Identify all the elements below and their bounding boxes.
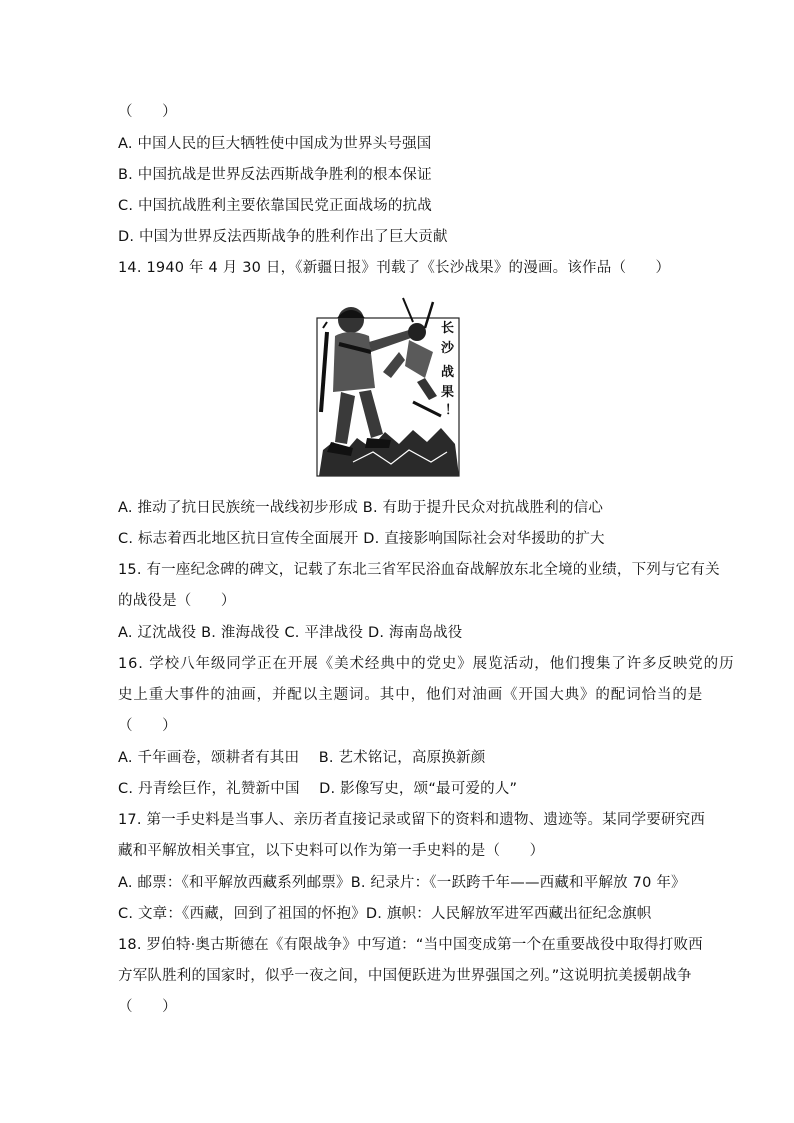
- q18-stem-line-2: 方军队胜利的国家时，似乎一夜之间，中国便跃进为世界强国之列。”这说明抗美援朝战争: [118, 968, 692, 984]
- caption-char-2: 沙: [441, 341, 455, 356]
- q13-option-c: C. 中国抗战胜利主要依靠国民党正面战场的抗战: [118, 198, 432, 214]
- caption-char-1: 长: [441, 321, 455, 336]
- caption-char-5: ！: [445, 403, 459, 418]
- q13-option-b: B. 中国抗战是世界反法西斯战争胜利的根本保证: [118, 167, 432, 183]
- q16-stem-line-2: 史上重大事件的油画，并配以主题词。其中，他们对油画《开国大典》的配词恰当的是: [118, 687, 704, 703]
- q18-stem-line-1: 18. 罗伯特·奥古斯德在《有限战争》中写道：“当中国变成第一个在重要战役中取得打败西: [118, 937, 703, 953]
- q14-options-cd: C. 标志着西北地区抗日宣传全面展开 D. 直接影响国际社会对华援助的扩大: [118, 531, 605, 547]
- q16-options-ab: A. 千年画卷，颂耕者有其田 B. 艺术铭记，高原换新颜: [118, 750, 486, 766]
- q13-option-d: D. 中国为世界反法西斯战争的胜利作出了巨大贡献: [118, 229, 448, 245]
- q17-options-ab: A. 邮票：《和平解放西藏系列邮票》B. 纪录片：《一跃跨千年——西藏和平解放 70 年》: [118, 875, 686, 891]
- q13-option-a: A. 中国人民的巨大牺牲使中国成为世界头号强国: [118, 136, 432, 152]
- caption-char-4: 果: [441, 385, 455, 400]
- q15-stem-line-2: 的战役是（ ）: [118, 593, 236, 609]
- q13-answer-bracket: （ ）: [118, 104, 177, 120]
- changsha-cartoon-figure: [313, 292, 465, 478]
- q16-options-cd: C. 丹青绘巨作，礼赞新中国 D. 影像写史，颂“最可爱的人”: [118, 781, 518, 797]
- q15-stem-line-1: 15. 有一座纪念碑的碑文，记载了东北三省军民浴血奋战解放东北全境的业绩，下列与它有关: [118, 562, 720, 578]
- caption-char-3: 战: [441, 365, 455, 380]
- q14-options-ab: A. 推动了抗日民族统一战线初步形成 B. 有助于提升民众对抗战胜利的信心: [118, 500, 604, 516]
- q18-stem-line-3: （ ）: [118, 999, 177, 1015]
- q15-options: A. 辽沈战役 B. 淮海战役 C. 平津战役 D. 海南岛战役: [118, 625, 463, 641]
- q17-stem-line-1: 17. 第一手史料是当事人、亲历者直接记录或留下的资料和遗物、遗迹等。某同学要研究西: [118, 812, 706, 828]
- q17-stem-line-2: 藏和平解放相关事宜，以下史料可以作为第一手史料的是（ ）: [118, 843, 545, 859]
- q14-stem: 14. 1940 年 4 月 30 日，《新疆日报》刊载了《长沙战果》的漫画。该作品（ ）: [118, 260, 671, 276]
- q16-stem-line-1: 16. 学校八年级同学正在开展《美术经典中的党史》展览活动，他们搜集了许多反映党的历: [118, 656, 735, 672]
- q16-stem-line-3: （ ）: [118, 718, 177, 734]
- q17-options-cd: C. 文章：《西藏，回到了祖国的怀抱》D. 旗帜：人民解放军进军西藏出征纪念旗帜: [118, 906, 652, 922]
- cartoon-soldier-illustration-icon: [313, 292, 465, 478]
